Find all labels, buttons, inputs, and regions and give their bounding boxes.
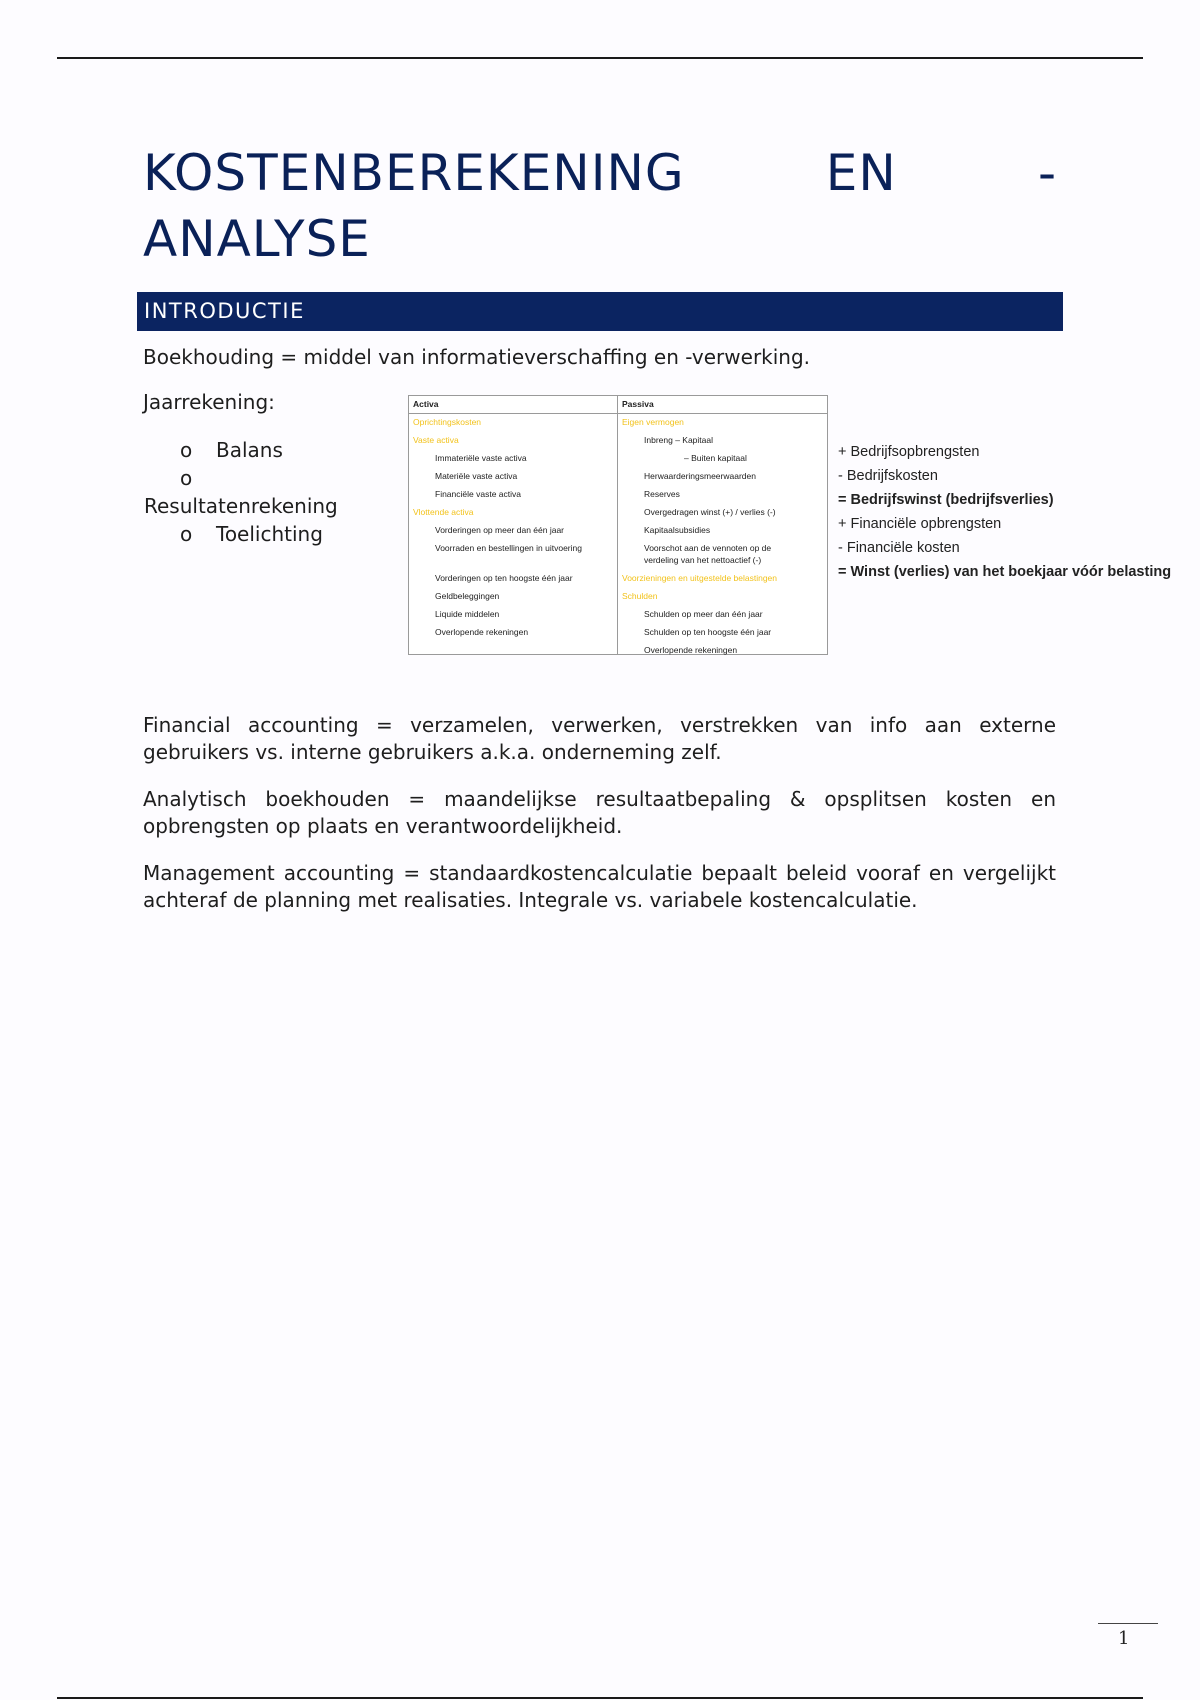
list-item — [180, 436, 338, 464]
paragraph-analytisch-boekhouden — [143, 786, 1056, 840]
balance-row: Overlopende rekeningen — [435, 627, 529, 637]
footer-rule — [57, 1697, 1143, 1699]
bullet-text: Resultatenrekening — [144, 494, 338, 518]
title-word: EN — [825, 144, 897, 202]
title-line-2: ANALYSE — [143, 210, 371, 268]
jaarrekening-label: Jaarrekening: — [143, 390, 275, 414]
bullet-text: Balans — [216, 438, 283, 462]
balance-row: Schulden op meer dan één jaar — [644, 609, 763, 619]
document-title — [143, 140, 1057, 272]
balance-row: Herwaarderingsmeerwaarden — [644, 471, 756, 481]
balance-row: Voorschot aan de vennoten op de — [644, 543, 772, 553]
balance-sheet-image — [408, 395, 828, 655]
header-rule — [57, 57, 1143, 59]
title-word: KOSTENBEREKENING — [143, 144, 685, 202]
section-heading: INTRODUCTIE — [137, 292, 1063, 331]
balance-row: Geldbeleggingen — [435, 591, 500, 601]
activa-header: Activa — [409, 396, 617, 414]
results-line: + Bedrijfsopbrengsten — [838, 444, 980, 460]
paragraph-boekhouding: Boekhouding = middel van informatieverschaffing en -verwerking. — [143, 345, 811, 369]
page-number: 1 — [1118, 1628, 1130, 1649]
balance-row: Vorderingen op ten hoogste één jaar — [435, 573, 573, 583]
balance-row: Voorraden en bestellingen in uitvoering — [435, 543, 582, 553]
bullet-list — [144, 436, 338, 548]
bullet-text: Toelichting — [216, 522, 323, 546]
passiva-header: Passiva — [618, 396, 827, 414]
balance-row: Financiële vaste activa — [435, 489, 521, 499]
paragraph-management-accounting — [143, 860, 1056, 914]
balance-row: Oprichtingskosten — [413, 417, 482, 427]
balance-row: Vlottende activa — [413, 507, 474, 517]
paragraph-line: Financial accounting = verzamelen, verwerken, verstrekken van info aan externe — [143, 713, 1056, 737]
balance-row: Schulden op ten hoogste één jaar — [644, 627, 772, 637]
results-line: - Financiële kosten — [838, 540, 960, 556]
title-word: - — [1037, 144, 1057, 202]
list-item — [144, 464, 338, 520]
balance-row: Voorzieningen en uitgestelde belastingen — [622, 573, 778, 583]
balance-row: Immateriële vaste activa — [435, 453, 527, 463]
balance-row: Materiële vaste activa — [435, 471, 518, 481]
activa-column — [409, 396, 618, 654]
balance-row: Overgedragen winst (+) / verlies (-) — [644, 507, 776, 517]
balance-row: Liquide middelen — [435, 609, 500, 619]
paragraph-line: Management accounting = standaardkostencalculatie bepaalt beleid vooraf en vergelijkt — [143, 861, 1056, 885]
paragraph-line: gebruikers vs. interne gebruikers a.k.a. onderneming zelf. — [143, 740, 722, 764]
results-line: + Financiële opbrengsten — [838, 516, 1002, 532]
balance-row: Inbreng – Kapitaal — [644, 435, 713, 445]
bullet-marker: o — [180, 466, 193, 490]
bullet-marker: o — [180, 438, 193, 462]
results-list — [838, 440, 1171, 584]
results-line: - Bedrijfskosten — [838, 468, 938, 484]
page-number-rule — [1098, 1623, 1158, 1624]
results-line: = Winst (verlies) van het boekjaar vóór belasting — [838, 564, 1172, 580]
results-line: = Bedrijfswinst (bedrijfsverlies) — [838, 492, 1054, 508]
balance-row: Reserves — [644, 489, 680, 499]
balance-row: Eigen vermogen — [622, 417, 684, 427]
balance-row: – Buiten kapitaal — [684, 453, 747, 463]
balance-row: Vorderingen op meer dan één jaar — [435, 525, 565, 535]
passiva-column — [618, 396, 827, 654]
paragraph-line: Analytisch boekhouden = maandelijkse resultaatbepaling & opsplitsen kosten en — [143, 787, 1056, 811]
bullet-marker: o — [180, 522, 193, 546]
balance-row: Vaste activa — [413, 435, 459, 445]
paragraph-financial-accounting — [143, 712, 1056, 766]
list-item — [180, 520, 338, 548]
balance-row: Schulden — [622, 591, 658, 601]
balance-row: Overlopende rekeningen — [644, 645, 738, 655]
paragraph-line: achteraf de planning met realisaties. Integrale vs. variabele kostencalculatie. — [143, 888, 918, 912]
balance-row: verdeling van het nettoactief (-) — [644, 555, 762, 565]
balance-row: Kapitaalsubsidies — [644, 525, 711, 535]
paragraph-line: opbrengsten op plaats en verantwoordelijkheid. — [143, 814, 623, 838]
